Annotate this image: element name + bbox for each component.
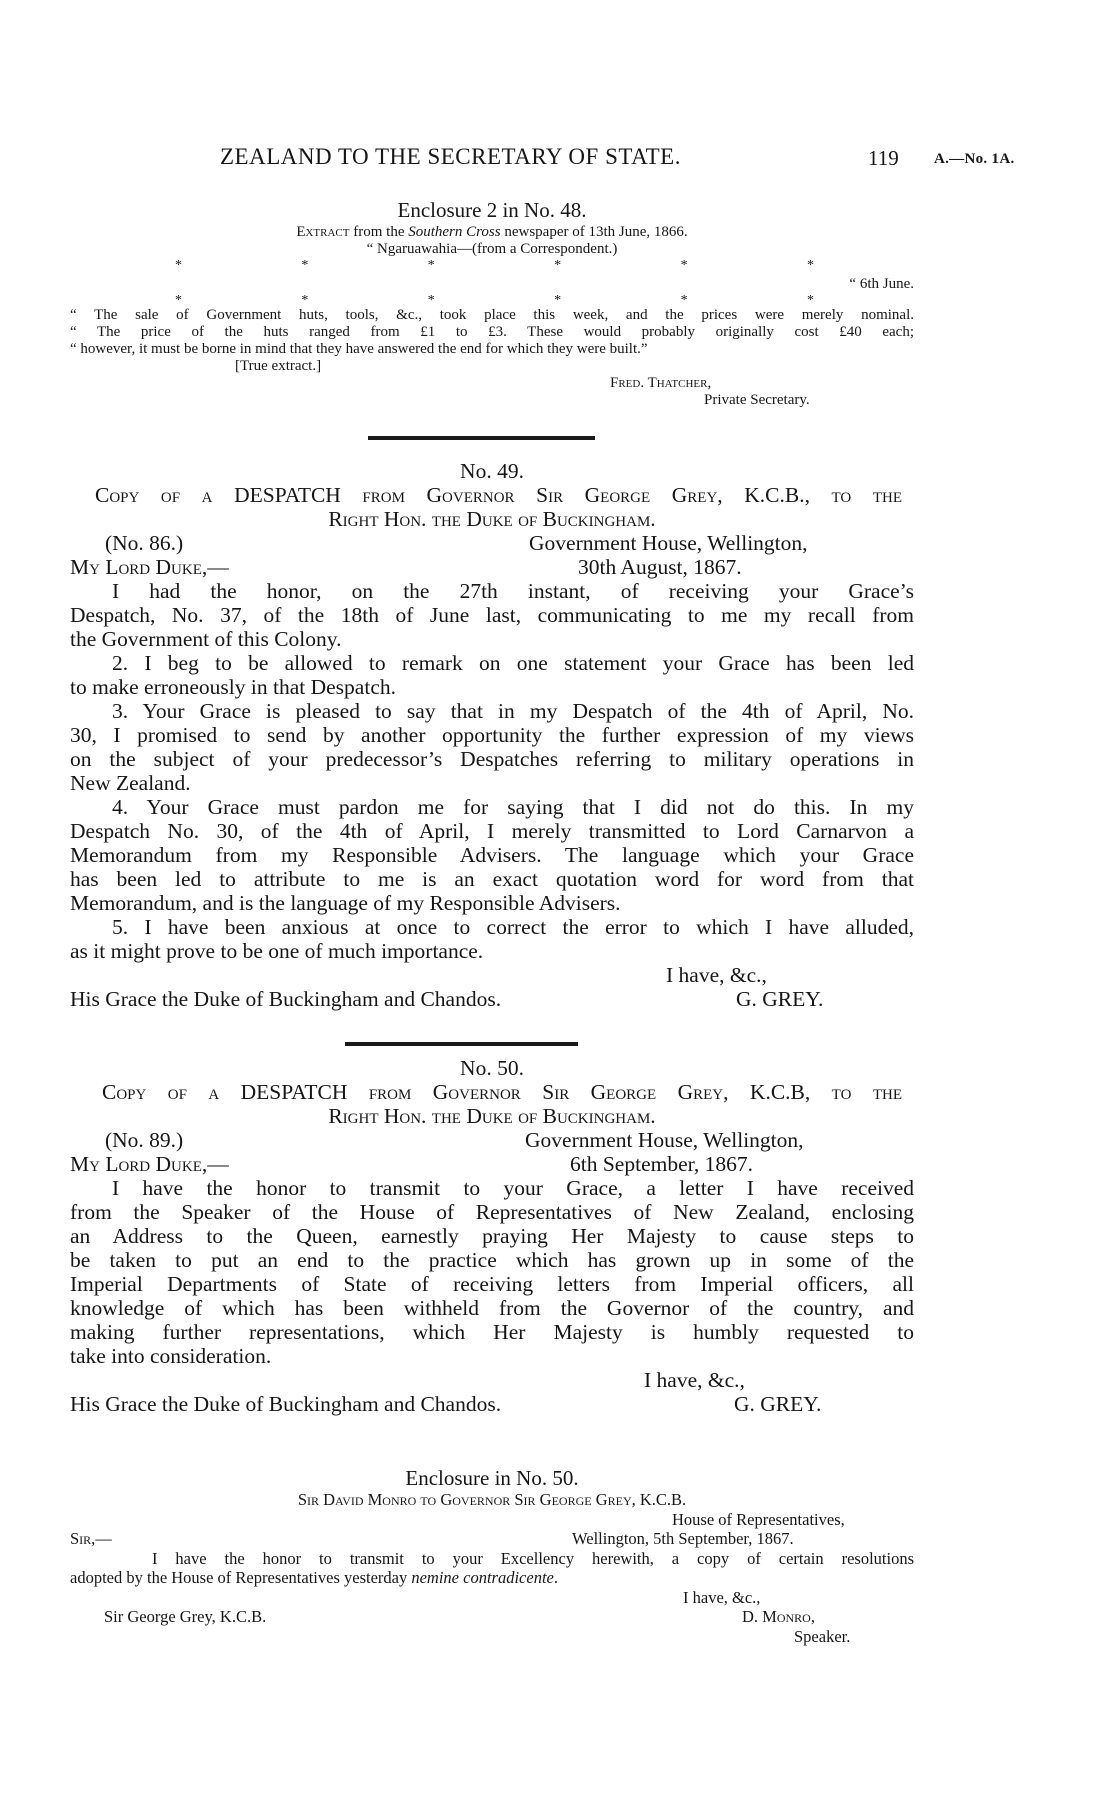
quote-line: “ The price of the huts ranged from £1 to £3. These would probably originally cost £40 each; xyxy=(70,324,914,340)
despatch-body xyxy=(70,579,914,963)
despatch-title: Copy of a DESPATCH from Governor Sir George Grey, K.C.B, to the xyxy=(102,1080,902,1104)
body-line: 4. Your Grace must pardon me for saying that I did not do this. In my xyxy=(112,795,914,819)
correspondent-line: “ Ngaruawahia—(from a Correspondent.) xyxy=(366,241,618,257)
despatch-ref-row xyxy=(70,1128,914,1152)
addressee-row xyxy=(70,1392,914,1416)
body-line: making further representations, which Her Majesty is humbly requested to xyxy=(70,1320,914,1344)
newspaper-name: Southern Cross xyxy=(408,224,501,240)
signature-title: Speaker. xyxy=(794,1626,851,1646)
despatch-place: Government House, Wellington, xyxy=(525,1128,804,1152)
despatch-title-2: Right Hon. the Duke of Buckingham. xyxy=(328,507,656,531)
page-number: 119 xyxy=(868,146,899,170)
salutation: Sir,— xyxy=(70,1529,112,1548)
despatch-salutation-row xyxy=(70,1152,914,1176)
true-extract: [True extract.] xyxy=(235,358,322,374)
closing: I have, &c., xyxy=(666,963,767,987)
body-line: 5. I have been anxious at once to correct the error to which I have alluded, xyxy=(112,915,914,939)
despatch-place: Government House, Wellington, xyxy=(529,531,808,555)
despatch-title-2: Right Hon. the Duke of Buckingham. xyxy=(328,1104,656,1128)
closing: I have, &c., xyxy=(644,1368,745,1392)
despatch-ref-row xyxy=(70,531,914,555)
despatch-body xyxy=(70,1176,914,1368)
running-title: ZEALAND TO THE SECRETARY OF STATE. xyxy=(220,144,681,169)
extract-label: Extract xyxy=(296,224,350,240)
quote-line: “ The sale of Government huts, tools, &c., took place this week, and the prices were merely nominal. xyxy=(70,307,914,323)
paper-reference: A.—No. 1A. xyxy=(934,151,1015,167)
extract-line: Extract from the Southern Cross newspaper of 13th June, 1866. xyxy=(296,224,688,240)
enclosure-body-line: I have the honor to transmit to your Excellency herewith, a copy of certain resolutions xyxy=(152,1548,914,1568)
body-line: take into consideration. xyxy=(70,1344,272,1368)
enclosure-heading: Enclosure 2 in No. 48. xyxy=(397,198,587,222)
salutation: My Lord Duke,— xyxy=(70,1152,229,1176)
signatory-title: Private Secretary. xyxy=(704,392,810,408)
body-line: Memorandum, and is the language of my Responsible Advisers. xyxy=(70,891,621,915)
signature: G. GREY. xyxy=(734,1392,822,1416)
body-line: has been led to attribute to me is an exact quotation word for word from that xyxy=(70,867,914,891)
addressee-row xyxy=(70,987,914,1011)
body-line: on the subject of your predecessor’s Despatches referring to military operations in xyxy=(70,747,914,771)
despatch-date: 30th August, 1867. xyxy=(578,555,742,579)
body-line: as it might prove to be one of much importance. xyxy=(70,939,484,963)
body-line: an Address to the Queen, earnestly praying Her Majesty to cause steps to xyxy=(70,1224,914,1248)
enclosure-signature-row xyxy=(70,1607,914,1627)
asterisk-row-2: * * * * * * xyxy=(175,293,814,308)
quote-line: “ however, it must be borne in mind that they have answered the end for which they were built.” xyxy=(70,341,648,357)
enclosure-heading: Enclosure in No. 50. xyxy=(405,1466,579,1490)
enclosure-body-line-2: adopted by the House of Representatives yesterday nemine contradicente. xyxy=(70,1568,558,1587)
despatch-49-section xyxy=(70,459,914,1011)
despatch-number: No. 50. xyxy=(460,1056,524,1080)
body-line: Despatch No. 30, of the 4th of April, I merely transmitted to Lord Carnarvon a xyxy=(70,819,914,843)
despatch-date: 6th September, 1867. xyxy=(570,1152,754,1176)
despatch-salutation-row xyxy=(70,555,914,579)
despatch-title: Copy of a DESPATCH from Governor Sir George Grey, K.C.B., to the xyxy=(95,483,902,507)
body-line: Memorandum from my Responsible Advisers. The language which your Grace xyxy=(70,843,914,867)
addressee: His Grace the Duke of Buckingham and Chandos. xyxy=(70,987,502,1011)
body-line: 30, I promised to send by another opportunity the further expression of my views xyxy=(70,723,914,747)
body-line: I had the honor, on the 27th instant, of receiving your Grace’s xyxy=(112,579,914,603)
body-line: 3. Your Grace is pleased to say that in my Despatch of the 4th of April, No. xyxy=(112,699,914,723)
section-divider xyxy=(368,436,595,440)
latin-phrase: nemine contradicente xyxy=(411,1568,554,1587)
enclosure-place: House of Representatives, xyxy=(672,1509,845,1529)
body-line: knowledge of which has been withheld from the Governor of the country, and xyxy=(70,1296,914,1320)
body-line: from the Speaker of the House of Representatives of New Zealand, enclosing xyxy=(70,1200,914,1224)
body-line: I have the honor to transmit to your Grace, a letter I have received xyxy=(112,1176,914,1200)
section-divider xyxy=(345,1042,578,1046)
signatory-name: Fred. Thatcher, xyxy=(610,375,712,391)
enclosure-subheading: Sir David Monro to Governor Sir George Grey, K.C.B. xyxy=(297,1490,687,1509)
despatch-ref: (No. 89.) xyxy=(105,1128,184,1152)
newspaper-quote xyxy=(70,307,914,358)
body-line: be taken to put an end to the practice which has grown up in some of the xyxy=(70,1248,914,1272)
addressee: Sir George Grey, K.C.B. xyxy=(104,1607,267,1626)
despatch-number: No. 49. xyxy=(460,459,524,483)
despatch-50-section xyxy=(70,1056,914,1416)
asterisk-row: * * * * * * xyxy=(175,258,814,273)
body-line: New Zealand. xyxy=(70,771,191,795)
addressee: His Grace the Duke of Buckingham and Chandos. xyxy=(70,1392,502,1416)
despatch-ref: (No. 86.) xyxy=(105,531,184,555)
signature: D. Monro, xyxy=(742,1607,815,1626)
body-line: Imperial Departments of State of receiving letters from Imperial officers, all xyxy=(70,1272,914,1296)
signature: G. GREY. xyxy=(736,987,824,1011)
dateline: “ 6th June. xyxy=(849,276,914,292)
body-line: to make erroneously in that Despatch. xyxy=(70,675,396,699)
body-line: the Government of this Colony. xyxy=(70,627,342,651)
enclosure-50-section xyxy=(70,1466,914,1646)
body-line: 2. I beg to be allowed to remark on one statement your Grace has been led xyxy=(112,651,914,675)
enclosure-date: Wellington, 5th September, 1867. xyxy=(572,1529,794,1548)
closing: I have, &c., xyxy=(683,1587,761,1607)
salutation: My Lord Duke,— xyxy=(70,555,229,579)
body-line: Despatch, No. 37, of the 18th of June last, communicating to me my recall from xyxy=(70,603,914,627)
enclosure-salutation-row xyxy=(70,1529,914,1549)
enclosure-2-section xyxy=(70,198,914,409)
